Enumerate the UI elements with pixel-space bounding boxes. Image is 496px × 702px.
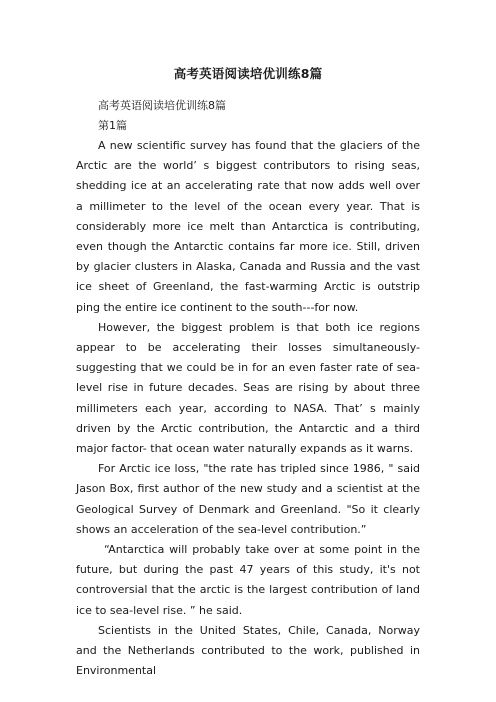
document-subtitle: 高考英语阅读培优训练8篇 <box>98 99 226 112</box>
paragraph-4: “Antarctica will probably take over at some point in the future, but during the past 47 years of this study, it's not controversial that the arctic is the largest contribution of land ice to sea-level rise. ” he said. <box>76 543 420 617</box>
paragraph-5: Scientists in the United States, Chile, Canada, Norway and the Netherlands contributed to the work, published in Environmental <box>76 623 420 678</box>
document-title: 高考英语阅读培优训练8篇 <box>173 66 323 81</box>
paragraph-1: A new scientific survey has found that the glaciers of the Arctic are the world’ s biggest contributors to rising seas, shedding ice at an accelerating rate that now adds well over a millimeter to the level of the ocean every year. That is considerably more ice melt than Antarctica is contributing, even though the Antarctic contains far more ice. Still, driven by glacier clusters in Alaska, Canada and Russia and the vast ice sheet of Greenland, the fast-warming Arctic is outstrip ping the entire ice continent to the south---for now. <box>76 139 420 314</box>
paragraph-3: For Arctic ice loss, "the rate has tripled since 1986, " said Jason Box, first author of the new study and a scientist at the Geological Survey of Denmark and Greenland. "So it clearly shows an acceleration of the sea-level contribution.” <box>76 462 420 536</box>
section-label: 第1篇 <box>98 119 127 132</box>
paragraph-2: However, the biggest problem is that both ice regions appear to be accelerating their losses simultaneously-suggesting that we could be in for an even faster rate of sea-level rise in future decades. Seas are rising by about three millimeters each year, according to NASA. That’ s mainly driven by the Arctic contribution, the Antarctic and a third major factor- that ocean water naturally expands as it warns. <box>76 320 420 456</box>
